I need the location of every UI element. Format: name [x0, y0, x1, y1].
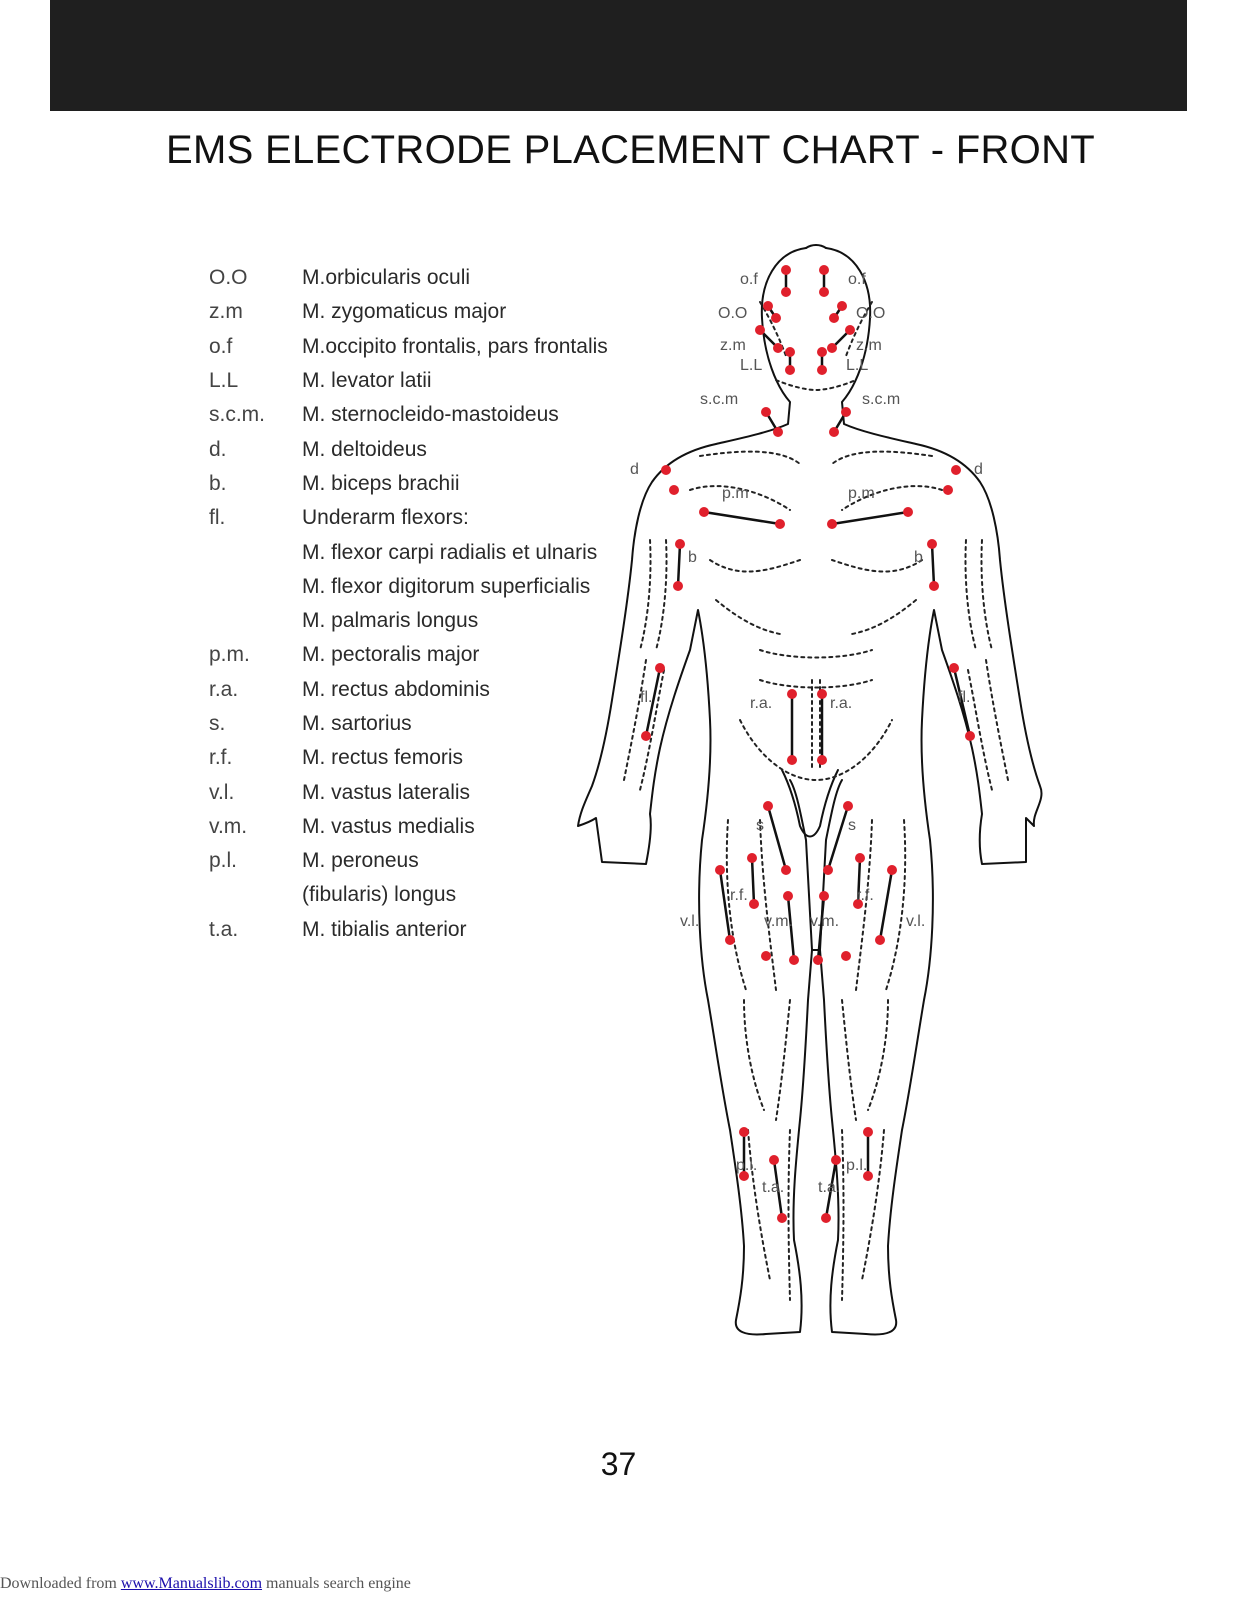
label-ra-left: r.a. [750, 695, 773, 712]
electrode-ta-l1 [769, 1155, 779, 1165]
electrode-vm-l2 [789, 955, 799, 965]
electrode-vl-l2 [725, 935, 735, 945]
legend-abbr: s.c.m. [209, 403, 265, 427]
electrodes [641, 265, 975, 1223]
electrode-pm-l1 [699, 507, 709, 517]
label-ll-left: L.L [740, 357, 763, 374]
body-outline [578, 245, 1042, 1334]
electrode-s-l1 [763, 801, 773, 811]
legend-name: M. peroneus [302, 849, 419, 873]
legend-abbr: v.l. [209, 780, 235, 804]
legend-abbr: p.l. [209, 849, 238, 873]
label-vl-right: v.l. [906, 913, 926, 930]
electrode-scm-r2 [829, 427, 839, 437]
body-figure-diagram [575, 240, 1045, 1350]
legend-name: M. zygomaticus major [302, 300, 507, 324]
electrode-ta-r2 [821, 1213, 831, 1223]
electrode-of-r1 [819, 265, 829, 275]
electrode-zm-l1 [755, 325, 765, 335]
label-b-right: b [914, 549, 923, 566]
legend-name: M. biceps brachii [302, 471, 460, 495]
legend-name: M. palmaris longus [302, 609, 479, 633]
electrode-ll-r1 [817, 347, 827, 357]
electrode-b-l1 [675, 539, 685, 549]
label-zm-left: z.m [720, 337, 746, 354]
electrode-d-l2 [669, 485, 679, 495]
legend-abbr: z.m [209, 300, 243, 324]
label-oo-left: O.O [718, 305, 748, 322]
legend-name: M. flexor carpi radialis et ulnaris [302, 540, 598, 564]
label-pm-right: p.m [848, 485, 875, 502]
legend-abbr: r.f. [209, 746, 233, 770]
legend-abbr: t.a. [209, 917, 239, 941]
electrode-pm-l2 [775, 519, 785, 529]
electrode-s-l2 [781, 865, 791, 875]
label-rf-right: r.f. [856, 887, 874, 904]
legend-name: M. pectoralis major [302, 643, 480, 667]
legend-name: M. rectus abdominis [302, 677, 490, 701]
electrode-vl-r1 [887, 865, 897, 875]
label-d-right: d [974, 461, 983, 478]
manualslib-link[interactable]: www.Manualslib.com [120, 1575, 263, 1592]
label-pl-right: p.l. [846, 1157, 868, 1174]
electrode-of-r2 [819, 287, 829, 297]
header-bar [50, 0, 1187, 111]
label-d-left: d [630, 461, 639, 478]
label-pl-left: p.l. [736, 1157, 758, 1174]
page-title: EMS ELECTRODE PLACEMENT CHART - FRONT [166, 128, 1096, 172]
label-scm-right: s.c.m [862, 391, 901, 408]
legend-abbr: v.m. [209, 814, 248, 838]
label-fl-right: fl. [958, 689, 971, 706]
label-vl-left: v.l. [680, 913, 700, 930]
electrode-d-r2 [943, 485, 953, 495]
electrode-ta-r1 [831, 1155, 841, 1165]
electrode-vm-l1 [783, 891, 793, 901]
electrode-zm-r2 [827, 343, 837, 353]
electrode-ll-l2 [785, 365, 795, 375]
page-number: 37 [600, 1446, 637, 1482]
legend-name: M.occipito frontalis, pars frontalis [302, 334, 608, 358]
legend-abbr: s. [209, 712, 226, 735]
electrode-pl-l1 [739, 1127, 749, 1137]
label-vm-right: v.m. [810, 913, 840, 930]
label-oo-right: O.O [856, 305, 886, 322]
legend-name: M. vastus lateralis [302, 780, 471, 804]
label-fl-left: fl. [640, 689, 653, 706]
electrode-zm-l2 [773, 343, 783, 353]
electrode-fl-l1 [655, 663, 665, 673]
electrode-ta-l2 [777, 1213, 787, 1223]
legend-name: M. sternocleido-mastoideus [302, 403, 559, 427]
electrode-rf-l2 [749, 899, 759, 909]
legend-abbr: fl. [209, 506, 226, 530]
electrode-fl-l2 [641, 731, 651, 741]
electrode-vm-r1 [819, 891, 829, 901]
electrode-b-r2 [929, 581, 939, 591]
electrode-pl-r1 [863, 1127, 873, 1137]
electrode-vl-r2 [875, 935, 885, 945]
electrode-oo-l1 [763, 301, 773, 311]
electrode-oo-r2 [829, 313, 839, 323]
label-ll-right: L.L [846, 357, 869, 374]
download-footer [0, 1575, 411, 1593]
electrode-scm-l2 [773, 427, 783, 437]
electrode-ra-r2 [817, 755, 827, 765]
electrode-ra-l2 [787, 755, 797, 765]
legend-name: M. rectus femoris [302, 746, 464, 770]
label-scm-left: s.c.m [700, 391, 739, 408]
legend-abbr: b. [209, 471, 227, 495]
label-vm-left: v.m. [764, 913, 794, 930]
label-zm-right: z.m [856, 337, 882, 354]
electrode-ra-l1 [787, 689, 797, 699]
legend-name: M.orbicularis oculi [302, 266, 471, 290]
electrode-fl-r2 [965, 731, 975, 741]
electrode-vm-r3 [841, 951, 851, 961]
electrode-oo-l2 [771, 313, 781, 323]
electrode-vm-r2 [813, 955, 823, 965]
electrode-scm-r1 [841, 407, 851, 417]
electrode-of-l1 [781, 265, 791, 275]
footer-prefix: Downloaded from [0, 1575, 121, 1592]
muscle-dotted-lines [624, 302, 1008, 1300]
electrode-ra-r1 [817, 689, 827, 699]
electrode-of-l2 [781, 287, 791, 297]
legend-name: Underarm flexors: [302, 506, 469, 530]
legend-name: M. sartorius [302, 712, 412, 735]
label-of-right: o.f [848, 271, 866, 288]
legend-name: M. flexor digitorum superficialis [302, 574, 591, 598]
electrode-pm-r1 [903, 507, 913, 517]
electrode-vm-l3 [761, 951, 771, 961]
legend-name: M. deltoideus [302, 437, 427, 461]
legend-name: M. vastus medialis [302, 814, 475, 838]
electrode-s-r1 [843, 801, 853, 811]
label-rf-left: r.f. [730, 887, 748, 904]
legend-abbr: d. [209, 437, 227, 461]
label-of-left: o.f [740, 271, 758, 288]
electrode-d-r1 [951, 465, 961, 475]
label-b-left: b [688, 549, 697, 566]
label-ra-right: r.a. [830, 695, 853, 712]
electrode-rf-l1 [747, 853, 757, 863]
label-pm-left: p.m [722, 485, 749, 502]
legend-abbr: L.L [209, 369, 239, 393]
electrode-b-r1 [927, 539, 937, 549]
electrode-ll-l1 [785, 347, 795, 357]
legend-abbr: r.a. [209, 677, 239, 701]
electrode-oo-r1 [837, 301, 847, 311]
electrode-pm-r2 [827, 519, 837, 529]
legend-abbr: O.O [209, 266, 248, 290]
electrode-b-l2 [673, 581, 683, 591]
label-ta-right: t.a. [818, 1179, 841, 1196]
legend-name: M. levator latii [302, 369, 432, 393]
label-ta-left: t.a. [762, 1179, 785, 1196]
label-s-right: s [848, 817, 856, 834]
legend-abbr: o.f [209, 334, 233, 358]
electrode-fl-r1 [949, 663, 959, 673]
electrode-s-r2 [823, 865, 833, 875]
label-s-left: s [756, 817, 764, 834]
electrode-zm-r1 [845, 325, 855, 335]
electrode-rf-r1 [855, 853, 865, 863]
figure-labels [630, 271, 983, 1196]
legend-abbr: p.m. [209, 643, 250, 667]
footer-suffix: manuals search engine [262, 1575, 411, 1592]
electrode-d-l1 [661, 465, 671, 475]
electrode-ll-r2 [817, 365, 827, 375]
electrode-vl-l1 [715, 865, 725, 875]
legend-name: (fibularis) longus [302, 883, 457, 907]
legend-name: M. tibialis anterior [302, 917, 467, 941]
electrode-scm-l1 [761, 407, 771, 417]
